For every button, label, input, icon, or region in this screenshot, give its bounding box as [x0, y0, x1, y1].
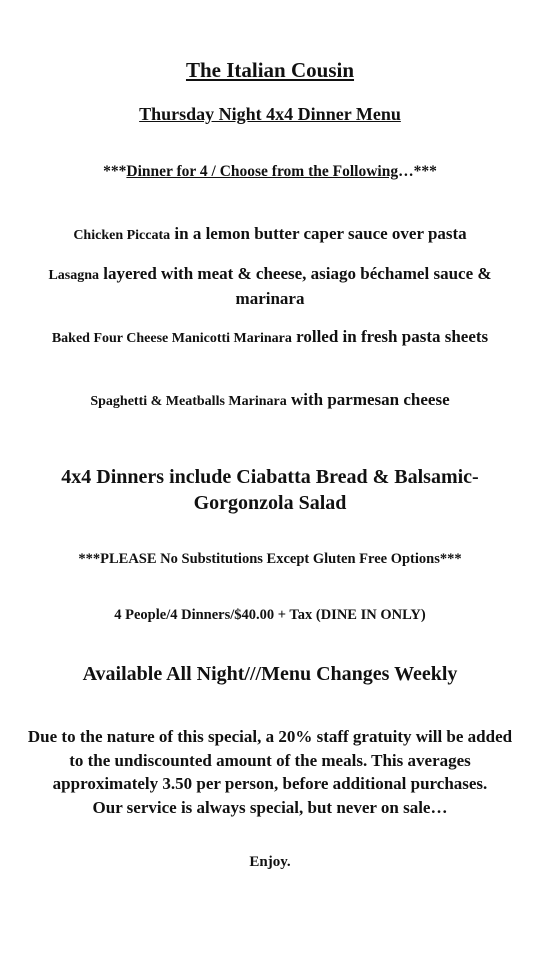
- choose-text: Dinner for 4 / Choose from the Following: [126, 163, 399, 180]
- gratuity-block: [25, 725, 515, 819]
- dish-item: [30, 262, 510, 310]
- dish-name: Baked Four Cheese Manicotti Marinara: [51, 331, 292, 346]
- dish-name: Chicken Piccata: [73, 228, 171, 243]
- dish-item: [20, 222, 520, 247]
- choose-prefix: ***: [103, 163, 127, 180]
- restaurant-title: The Italian Cousin: [185, 58, 355, 82]
- dish-description: rolled in fresh pasta sheets: [296, 327, 489, 346]
- service-note: Our service is always special, but never on sale…: [92, 797, 448, 817]
- dish-item: [20, 388, 520, 413]
- dish-name: Spaghetti & Meatballs Marinara: [90, 394, 287, 409]
- choose-suffix: …***: [398, 163, 437, 180]
- dish-description: in a lemon butter caper sauce over pasta: [174, 224, 467, 243]
- closing-text: Enjoy.: [249, 854, 291, 870]
- choose-instruction: [20, 163, 520, 181]
- gratuity-note: Due to the nature of this special, a 20% staff gratuity will be added to the undiscounted amount of the meals. This averages approximately 3.50 per person, before additional purchases.: [27, 727, 513, 793]
- menu-subtitle: Thursday Night 4x4 Dinner Menu: [139, 104, 401, 124]
- includes-note: 4x4 Dinners include Ciabatta Bread & Balsamic-Gorgonzola Salad: [61, 466, 479, 514]
- availability-note: Available All Night///Menu Changes Weekly: [82, 663, 458, 685]
- dish-description: layered with meat & cheese, asiago béchamel sauce & marinara: [103, 264, 492, 308]
- dish-item: [45, 325, 495, 350]
- no-substitutions-note: ***PLEASE No Substitutions Except Gluten Free Options***: [78, 551, 462, 567]
- price-line: 4 People/4 Dinners/$40.00 + Tax (DINE IN ONLY): [114, 607, 426, 623]
- dish-description: with parmesan cheese: [290, 390, 450, 409]
- dish-name: Lasagna: [48, 268, 100, 283]
